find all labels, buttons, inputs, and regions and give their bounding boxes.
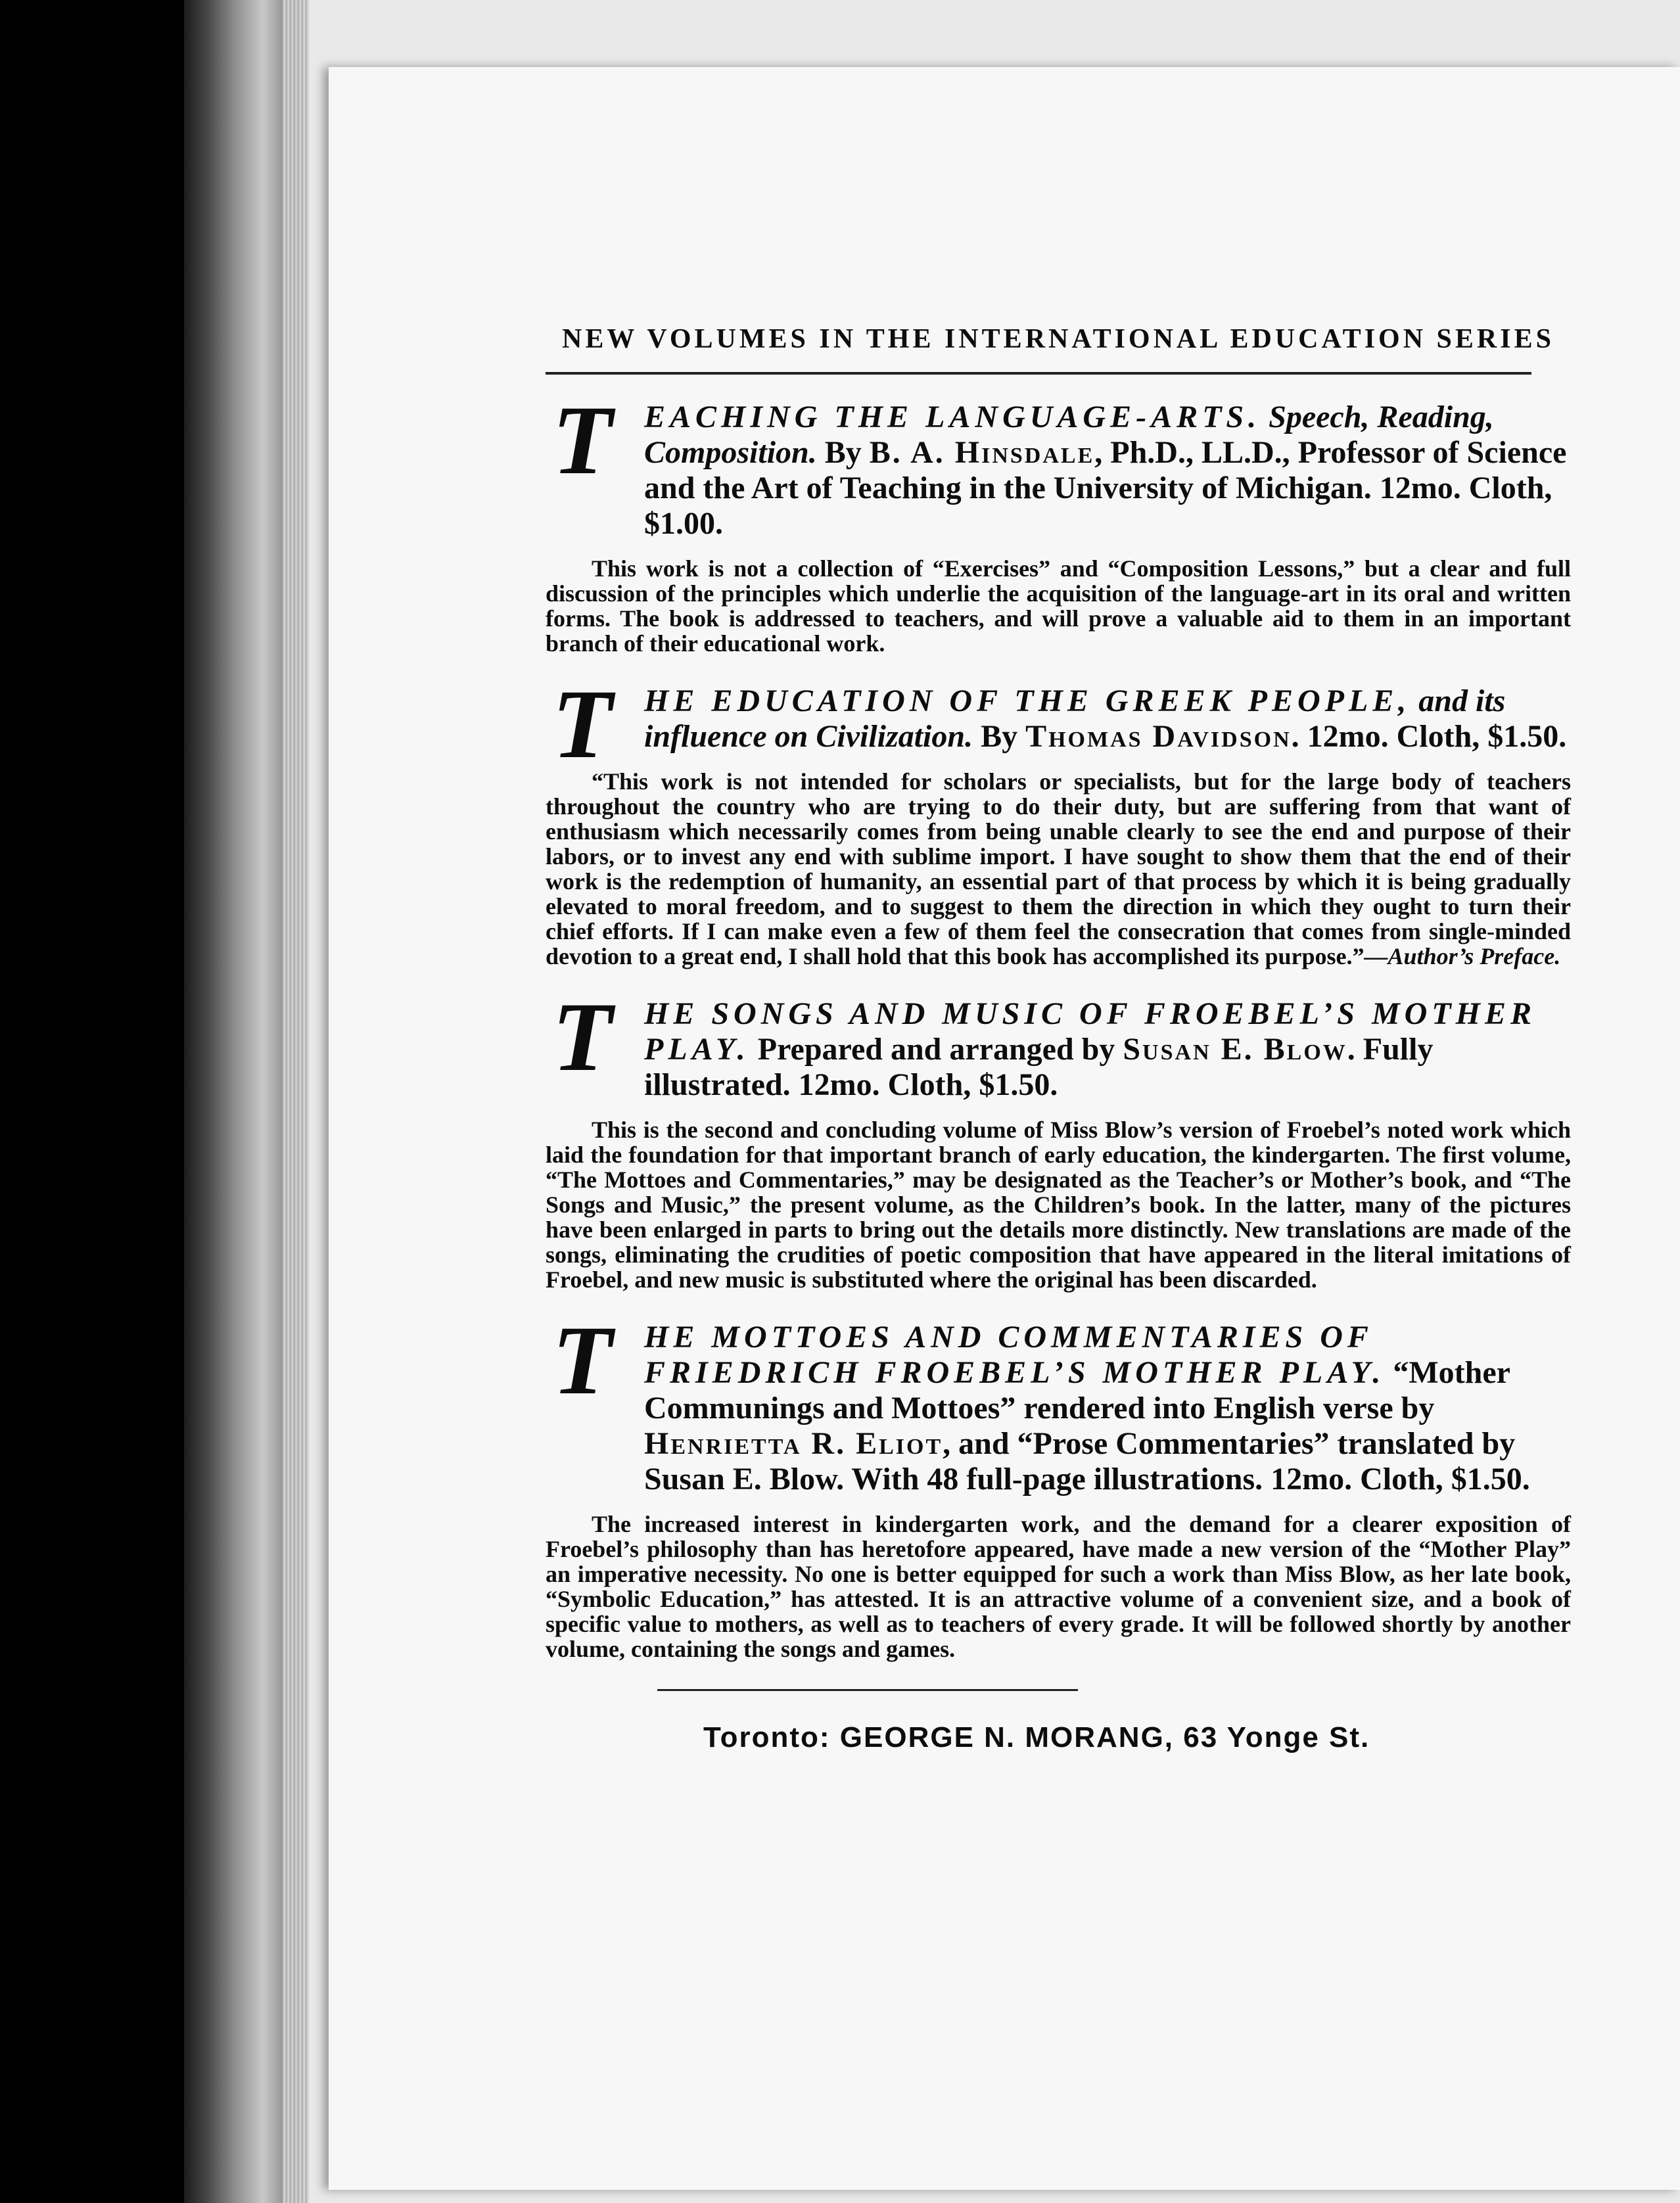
drop-cap: T	[552, 670, 613, 779]
entry-subtitle: and its influence on Civilization.	[644, 684, 1506, 754]
entry-info: . Fully illustrated. 12mo. Cloth, $1.50.	[644, 1032, 1434, 1102]
book-page	[329, 67, 1680, 2190]
entry-title: HE EDUCATION OF THE GREEK PEOPLE,	[644, 684, 1411, 718]
header-rule	[546, 372, 1531, 375]
entry-title: HE SONGS AND MUSIC OF FROEBEL’S MOTHER PLAY.	[644, 996, 1536, 1067]
entry-heading	[546, 670, 1571, 779]
drop-cap: T	[552, 1306, 613, 1415]
entry-by: By	[981, 719, 1018, 754]
entry-description: This is the second and concluding volume of Miss Blow’s version of Froebel’s noted work which laid the foundation for that important branch of early education, the kindergarten. The first volume, “The Mottoes and Commentaries,” may be designated as the Teacher’s or Mother’s book, and “The Songs and Music,” the present volume, as the Children’s book. In the latter, many of the pictures have been enlarged in parts to bring out the details more distinctly. New translations are made of the songs, eliminating the crudities of poetic composition that have appeared in the literal imitations of Froebel, and new music is substituted where the original has been discarded.	[546, 1117, 1571, 1293]
entry-heading	[546, 386, 1571, 542]
entry-heading	[546, 983, 1571, 1103]
drop-cap: T	[552, 983, 613, 1092]
entry-subtitle: Speech, Reading, Composition.	[644, 400, 1494, 470]
drop-cap: T	[552, 386, 613, 495]
entry-education-greek-people	[546, 670, 1571, 969]
publisher-imprint: Toronto: GEORGE N. MORANG, 63 Yonge St.	[703, 1721, 1370, 1753]
page-content	[546, 258, 1571, 1754]
entry-by: “Mother Communings and Mottoes” rendered into English verse by	[644, 1355, 1510, 1426]
entry-description: The increased interest in kindergarten work, and the demand for a clearer exposition of Froebel’s philosophy than has heretofore appeared, have made a new version of the “Mother Play” an imperative necessity. No one is better equipped for such a work than Miss Blow, as her late book, “Symbolic Education,” has attested. It is an attractive volume of a convenient size, and a book of specific value to mothers, as well as to teachers of every grade. It will be followed shortly by another volume, containing the songs and games.	[546, 1511, 1571, 1662]
entry-description	[546, 769, 1571, 969]
entry-author: Henrietta R. Eliot	[644, 1426, 943, 1461]
entry-info: , and “Prose Commentaries” translated by Susan E. Blow. With 48 full-page illustrations. 12mo. Cloth, $1.50.	[644, 1426, 1530, 1496]
entry-info: . 12mo. Cloth, $1.50.	[1291, 719, 1567, 754]
entry-attribution: —Author’s Preface.	[1364, 943, 1561, 969]
entry-description-text: “This work is not intended for scholars or specialists, but for the large body of teachers throughout the country who are trying to do their duty, but are suffering from that want of enthusiasm which necessarily comes from being unable clearly to see the end and purpose of their labors, or to invest any end with sublime import. I have sought to show them that the end of their work is the redemption of humanity, an essential part of that process by which it is being gradually elevated to moral freedom, and to suggest to them the direction in which they ought to turn their chief efforts. If I can make even a few of them feel the consecration that comes from single-minded devotion to a great end, I shall hold that this book has accomplished its purpose.”	[546, 768, 1571, 969]
entry-title: EACHING THE LANGUAGE-ARTS.	[644, 400, 1261, 434]
footer-rule	[657, 1689, 1078, 1691]
entry-songs-and-music	[546, 983, 1571, 1293]
entry-teaching-language-arts	[546, 386, 1571, 657]
entry-mottoes-and-commentaries	[546, 1306, 1571, 1662]
entry-info: , Ph.D., LL.D., Professor of Science and the Art of Teaching in the University of Michigan. 12mo. Cloth, $1.00.	[644, 435, 1567, 541]
entry-author: Susan E. Blow	[1123, 1032, 1347, 1067]
entry-heading	[546, 1306, 1571, 1497]
entry-author: Thomas Davidson	[1025, 719, 1292, 754]
entry-author: B. A. Hinsdale	[869, 435, 1095, 470]
entry-title: HE MOTTOES AND COMMENTARIES OF FRIEDRICH FROEBEL’S MOTHER PLAY.	[644, 1320, 1386, 1390]
series-header: NEW VOLUMES IN THE INTERNATIONAL EDUCATION SERIES	[562, 324, 1554, 354]
entry-by: By	[824, 435, 862, 470]
entry-description: This work is not a collection of “Exercises” and “Composition Lessons,” but a clear and full discussion of the principles which underlie the acquisition of the language-art in its oral and written forms. The book is addressed to teachers, and will prove a valuable aid to them in an important branch of their educational work.	[546, 555, 1571, 657]
entry-by: Prepared and arranged by	[757, 1032, 1115, 1067]
